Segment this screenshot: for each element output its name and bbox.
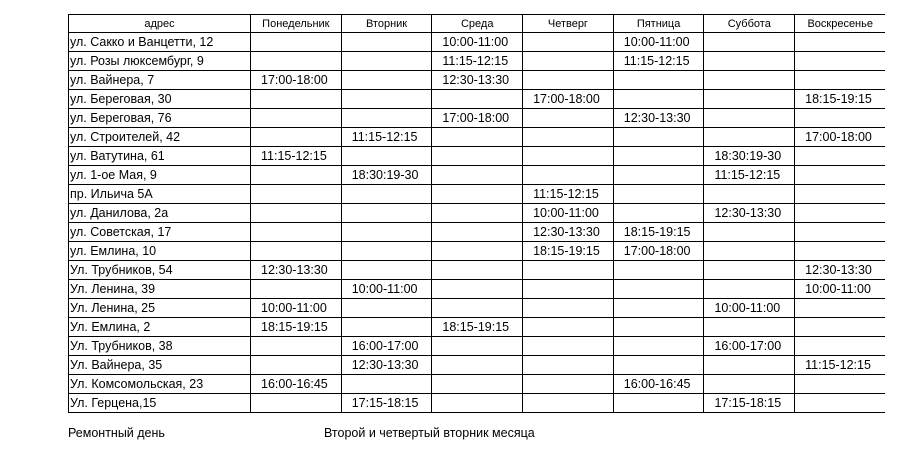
time-slot-cell xyxy=(251,242,342,261)
time-slot-cell xyxy=(613,90,704,109)
time-slot-cell xyxy=(432,394,523,413)
time-slot-cell: 11:15-12:15 xyxy=(704,166,795,185)
time-slot-cell xyxy=(795,299,886,318)
header-row xyxy=(69,15,886,33)
table-row xyxy=(69,204,886,223)
time-slot-cell xyxy=(251,356,342,375)
time-slot-cell xyxy=(704,33,795,52)
time-slot-cell xyxy=(341,71,432,90)
time-slot-cell: 10:00-11:00 xyxy=(795,280,886,299)
time-slot-cell xyxy=(704,185,795,204)
table-row xyxy=(69,147,886,166)
time-slot-cell: 18:15-19:15 xyxy=(251,318,342,337)
time-slot-cell: 10:00-11:00 xyxy=(704,299,795,318)
time-slot-cell xyxy=(523,109,614,128)
time-slot-cell xyxy=(523,166,614,185)
time-slot-cell xyxy=(795,71,886,90)
time-slot-cell xyxy=(523,261,614,280)
time-slot-cell: 11:15-12:15 xyxy=(251,147,342,166)
address-cell: ул. Ватутина, 61 xyxy=(69,147,251,166)
time-slot-cell xyxy=(613,318,704,337)
time-slot-cell: 17:00-18:00 xyxy=(523,90,614,109)
footer-label: Ремонтный день xyxy=(68,426,165,440)
time-slot-cell: 10:00-11:00 xyxy=(341,280,432,299)
address-cell: ул. Емлина, 10 xyxy=(69,242,251,261)
schedule-body xyxy=(69,33,886,413)
time-slot-cell xyxy=(613,185,704,204)
time-slot-cell xyxy=(341,204,432,223)
time-slot-cell: 12:30-13:30 xyxy=(251,261,342,280)
time-slot-cell xyxy=(251,223,342,242)
time-slot-cell xyxy=(251,280,342,299)
time-slot-cell: 12:30-13:30 xyxy=(432,71,523,90)
time-slot-cell xyxy=(432,356,523,375)
time-slot-cell xyxy=(704,242,795,261)
time-slot-cell xyxy=(704,109,795,128)
time-slot-cell xyxy=(432,242,523,261)
time-slot-cell xyxy=(432,185,523,204)
time-slot-cell: 18:15-19:15 xyxy=(795,90,886,109)
time-slot-cell xyxy=(432,90,523,109)
time-slot-cell xyxy=(704,356,795,375)
table-row xyxy=(69,166,886,185)
time-slot-cell xyxy=(341,299,432,318)
time-slot-cell xyxy=(795,52,886,71)
header-day: Вторник xyxy=(341,15,432,33)
table-row xyxy=(69,185,886,204)
time-slot-cell: 17:00-18:00 xyxy=(613,242,704,261)
header-day: Пятница xyxy=(613,15,704,33)
time-slot-cell xyxy=(523,394,614,413)
time-slot-cell xyxy=(523,318,614,337)
time-slot-cell: 17:15-18:15 xyxy=(341,394,432,413)
schedule-table xyxy=(68,14,885,413)
time-slot-cell xyxy=(432,223,523,242)
time-slot-cell xyxy=(341,52,432,71)
time-slot-cell xyxy=(795,337,886,356)
table-row xyxy=(69,128,886,147)
address-cell: Ул. Комсомольская, 23 xyxy=(69,375,251,394)
address-cell: пр. Ильича 5А xyxy=(69,185,251,204)
time-slot-cell: 10:00-11:00 xyxy=(523,204,614,223)
time-slot-cell xyxy=(251,33,342,52)
time-slot-cell xyxy=(613,261,704,280)
time-slot-cell xyxy=(251,204,342,223)
table-row xyxy=(69,261,886,280)
address-cell: ул. Береговая, 76 xyxy=(69,109,251,128)
time-slot-cell xyxy=(795,33,886,52)
time-slot-cell: 18:30:19-30 xyxy=(341,166,432,185)
time-slot-cell: 12:30-13:30 xyxy=(523,223,614,242)
time-slot-cell xyxy=(704,318,795,337)
time-slot-cell xyxy=(432,128,523,147)
time-slot-cell xyxy=(704,71,795,90)
time-slot-cell: 12:30-13:30 xyxy=(704,204,795,223)
time-slot-cell: 17:00-18:00 xyxy=(251,71,342,90)
time-slot-cell xyxy=(523,128,614,147)
time-slot-cell xyxy=(795,109,886,128)
time-slot-cell: 10:00-11:00 xyxy=(613,33,704,52)
time-slot-cell xyxy=(795,394,886,413)
time-slot-cell xyxy=(251,337,342,356)
address-cell: Ул. Ленина, 39 xyxy=(69,280,251,299)
time-slot-cell xyxy=(432,204,523,223)
time-slot-cell: 17:00-18:00 xyxy=(795,128,886,147)
header-address: адрес xyxy=(69,15,251,33)
address-cell: ул. Строителей, 42 xyxy=(69,128,251,147)
address-cell: Ул. Трубников, 54 xyxy=(69,261,251,280)
time-slot-cell xyxy=(523,299,614,318)
time-slot-cell xyxy=(523,356,614,375)
time-slot-cell xyxy=(341,90,432,109)
time-slot-cell: 11:15-12:15 xyxy=(795,356,886,375)
time-slot-cell: 16:00-16:45 xyxy=(251,375,342,394)
time-slot-cell xyxy=(341,375,432,394)
time-slot-cell xyxy=(341,318,432,337)
time-slot-cell: 11:15-12:15 xyxy=(523,185,614,204)
time-slot-cell xyxy=(341,33,432,52)
time-slot-cell xyxy=(523,375,614,394)
header-day: Четверг xyxy=(523,15,614,33)
time-slot-cell xyxy=(432,261,523,280)
time-slot-cell xyxy=(613,337,704,356)
time-slot-cell xyxy=(251,109,342,128)
time-slot-cell xyxy=(341,242,432,261)
header-day: Понедельник xyxy=(251,15,342,33)
time-slot-cell xyxy=(341,261,432,280)
time-slot-cell: 18:15-19:15 xyxy=(613,223,704,242)
time-slot-cell xyxy=(432,147,523,166)
time-slot-cell: 18:30:19-30 xyxy=(704,147,795,166)
time-slot-cell xyxy=(613,299,704,318)
footer-value: Второй и четвертый вторник месяца xyxy=(324,426,535,440)
table-row xyxy=(69,356,886,375)
time-slot-cell: 11:15-12:15 xyxy=(613,52,704,71)
address-cell: Ул. Емлина, 2 xyxy=(69,318,251,337)
time-slot-cell xyxy=(432,280,523,299)
time-slot-cell xyxy=(613,394,704,413)
address-cell: ул. Сакко и Ванцетти, 12 xyxy=(69,33,251,52)
time-slot-cell xyxy=(251,166,342,185)
address-cell: ул. Советская, 17 xyxy=(69,223,251,242)
time-slot-cell xyxy=(251,128,342,147)
time-slot-cell: 17:00-18:00 xyxy=(432,109,523,128)
time-slot-cell: 17:15-18:15 xyxy=(704,394,795,413)
time-slot-cell xyxy=(341,147,432,166)
table-row xyxy=(69,90,886,109)
time-slot-cell: 10:00-11:00 xyxy=(432,33,523,52)
time-slot-cell xyxy=(523,71,614,90)
address-cell: Ул. Ленина, 25 xyxy=(69,299,251,318)
table-row xyxy=(69,375,886,394)
time-slot-cell: 10:00-11:00 xyxy=(251,299,342,318)
time-slot-cell xyxy=(795,204,886,223)
time-slot-cell xyxy=(613,280,704,299)
time-slot-cell xyxy=(704,128,795,147)
address-cell: Ул. Герцена,15 xyxy=(69,394,251,413)
time-slot-cell xyxy=(704,52,795,71)
time-slot-cell: 18:15-19:15 xyxy=(432,318,523,337)
time-slot-cell xyxy=(704,375,795,394)
time-slot-cell xyxy=(795,318,886,337)
time-slot-cell xyxy=(613,204,704,223)
time-slot-cell xyxy=(613,356,704,375)
table-row xyxy=(69,299,886,318)
time-slot-cell xyxy=(795,185,886,204)
table-row xyxy=(69,280,886,299)
time-slot-cell: 12:30-13:30 xyxy=(613,109,704,128)
address-cell: Ул. Вайнера, 35 xyxy=(69,356,251,375)
time-slot-cell xyxy=(795,242,886,261)
time-slot-cell: 16:00-17:00 xyxy=(704,337,795,356)
time-slot-cell xyxy=(704,280,795,299)
time-slot-cell: 16:00-16:45 xyxy=(613,375,704,394)
address-cell: ул. 1-ое Мая, 9 xyxy=(69,166,251,185)
time-slot-cell xyxy=(613,147,704,166)
time-slot-cell xyxy=(704,261,795,280)
time-slot-cell xyxy=(432,166,523,185)
time-slot-cell: 11:15-12:15 xyxy=(341,128,432,147)
address-cell: ул. Розы люксембург, 9 xyxy=(69,52,251,71)
time-slot-cell xyxy=(613,166,704,185)
time-slot-cell xyxy=(523,147,614,166)
time-slot-cell xyxy=(341,109,432,128)
table-row xyxy=(69,223,886,242)
time-slot-cell xyxy=(251,90,342,109)
table-row xyxy=(69,394,886,413)
time-slot-cell xyxy=(795,147,886,166)
time-slot-cell xyxy=(251,394,342,413)
time-slot-cell xyxy=(432,299,523,318)
address-cell: ул. Вайнера, 7 xyxy=(69,71,251,90)
header-day: Воскресенье xyxy=(795,15,886,33)
address-cell: ул. Береговая, 30 xyxy=(69,90,251,109)
time-slot-cell xyxy=(704,223,795,242)
time-slot-cell xyxy=(341,185,432,204)
time-slot-cell xyxy=(613,71,704,90)
header-day: Среда xyxy=(432,15,523,33)
time-slot-cell: 18:15-19:15 xyxy=(523,242,614,261)
table-row xyxy=(69,318,886,337)
table-row xyxy=(69,52,886,71)
time-slot-cell xyxy=(523,337,614,356)
time-slot-cell xyxy=(704,90,795,109)
time-slot-cell xyxy=(523,280,614,299)
time-slot-cell xyxy=(795,223,886,242)
time-slot-cell xyxy=(251,52,342,71)
table-row xyxy=(69,33,886,52)
time-slot-cell xyxy=(523,52,614,71)
time-slot-cell xyxy=(251,185,342,204)
table-row xyxy=(69,71,886,90)
table-row xyxy=(69,109,886,128)
time-slot-cell: 12:30-13:30 xyxy=(795,261,886,280)
time-slot-cell: 16:00-17:00 xyxy=(341,337,432,356)
time-slot-cell: 12:30-13:30 xyxy=(341,356,432,375)
time-slot-cell xyxy=(341,223,432,242)
time-slot-cell xyxy=(523,33,614,52)
time-slot-cell xyxy=(795,166,886,185)
table-row xyxy=(69,242,886,261)
table-row xyxy=(69,337,886,356)
address-cell: Ул. Трубников, 38 xyxy=(69,337,251,356)
time-slot-cell xyxy=(613,128,704,147)
address-cell: ул. Данилова, 2а xyxy=(69,204,251,223)
header-day: Суббота xyxy=(704,15,795,33)
time-slot-cell: 11:15-12:15 xyxy=(432,52,523,71)
time-slot-cell xyxy=(795,375,886,394)
time-slot-cell xyxy=(432,337,523,356)
time-slot-cell xyxy=(432,375,523,394)
